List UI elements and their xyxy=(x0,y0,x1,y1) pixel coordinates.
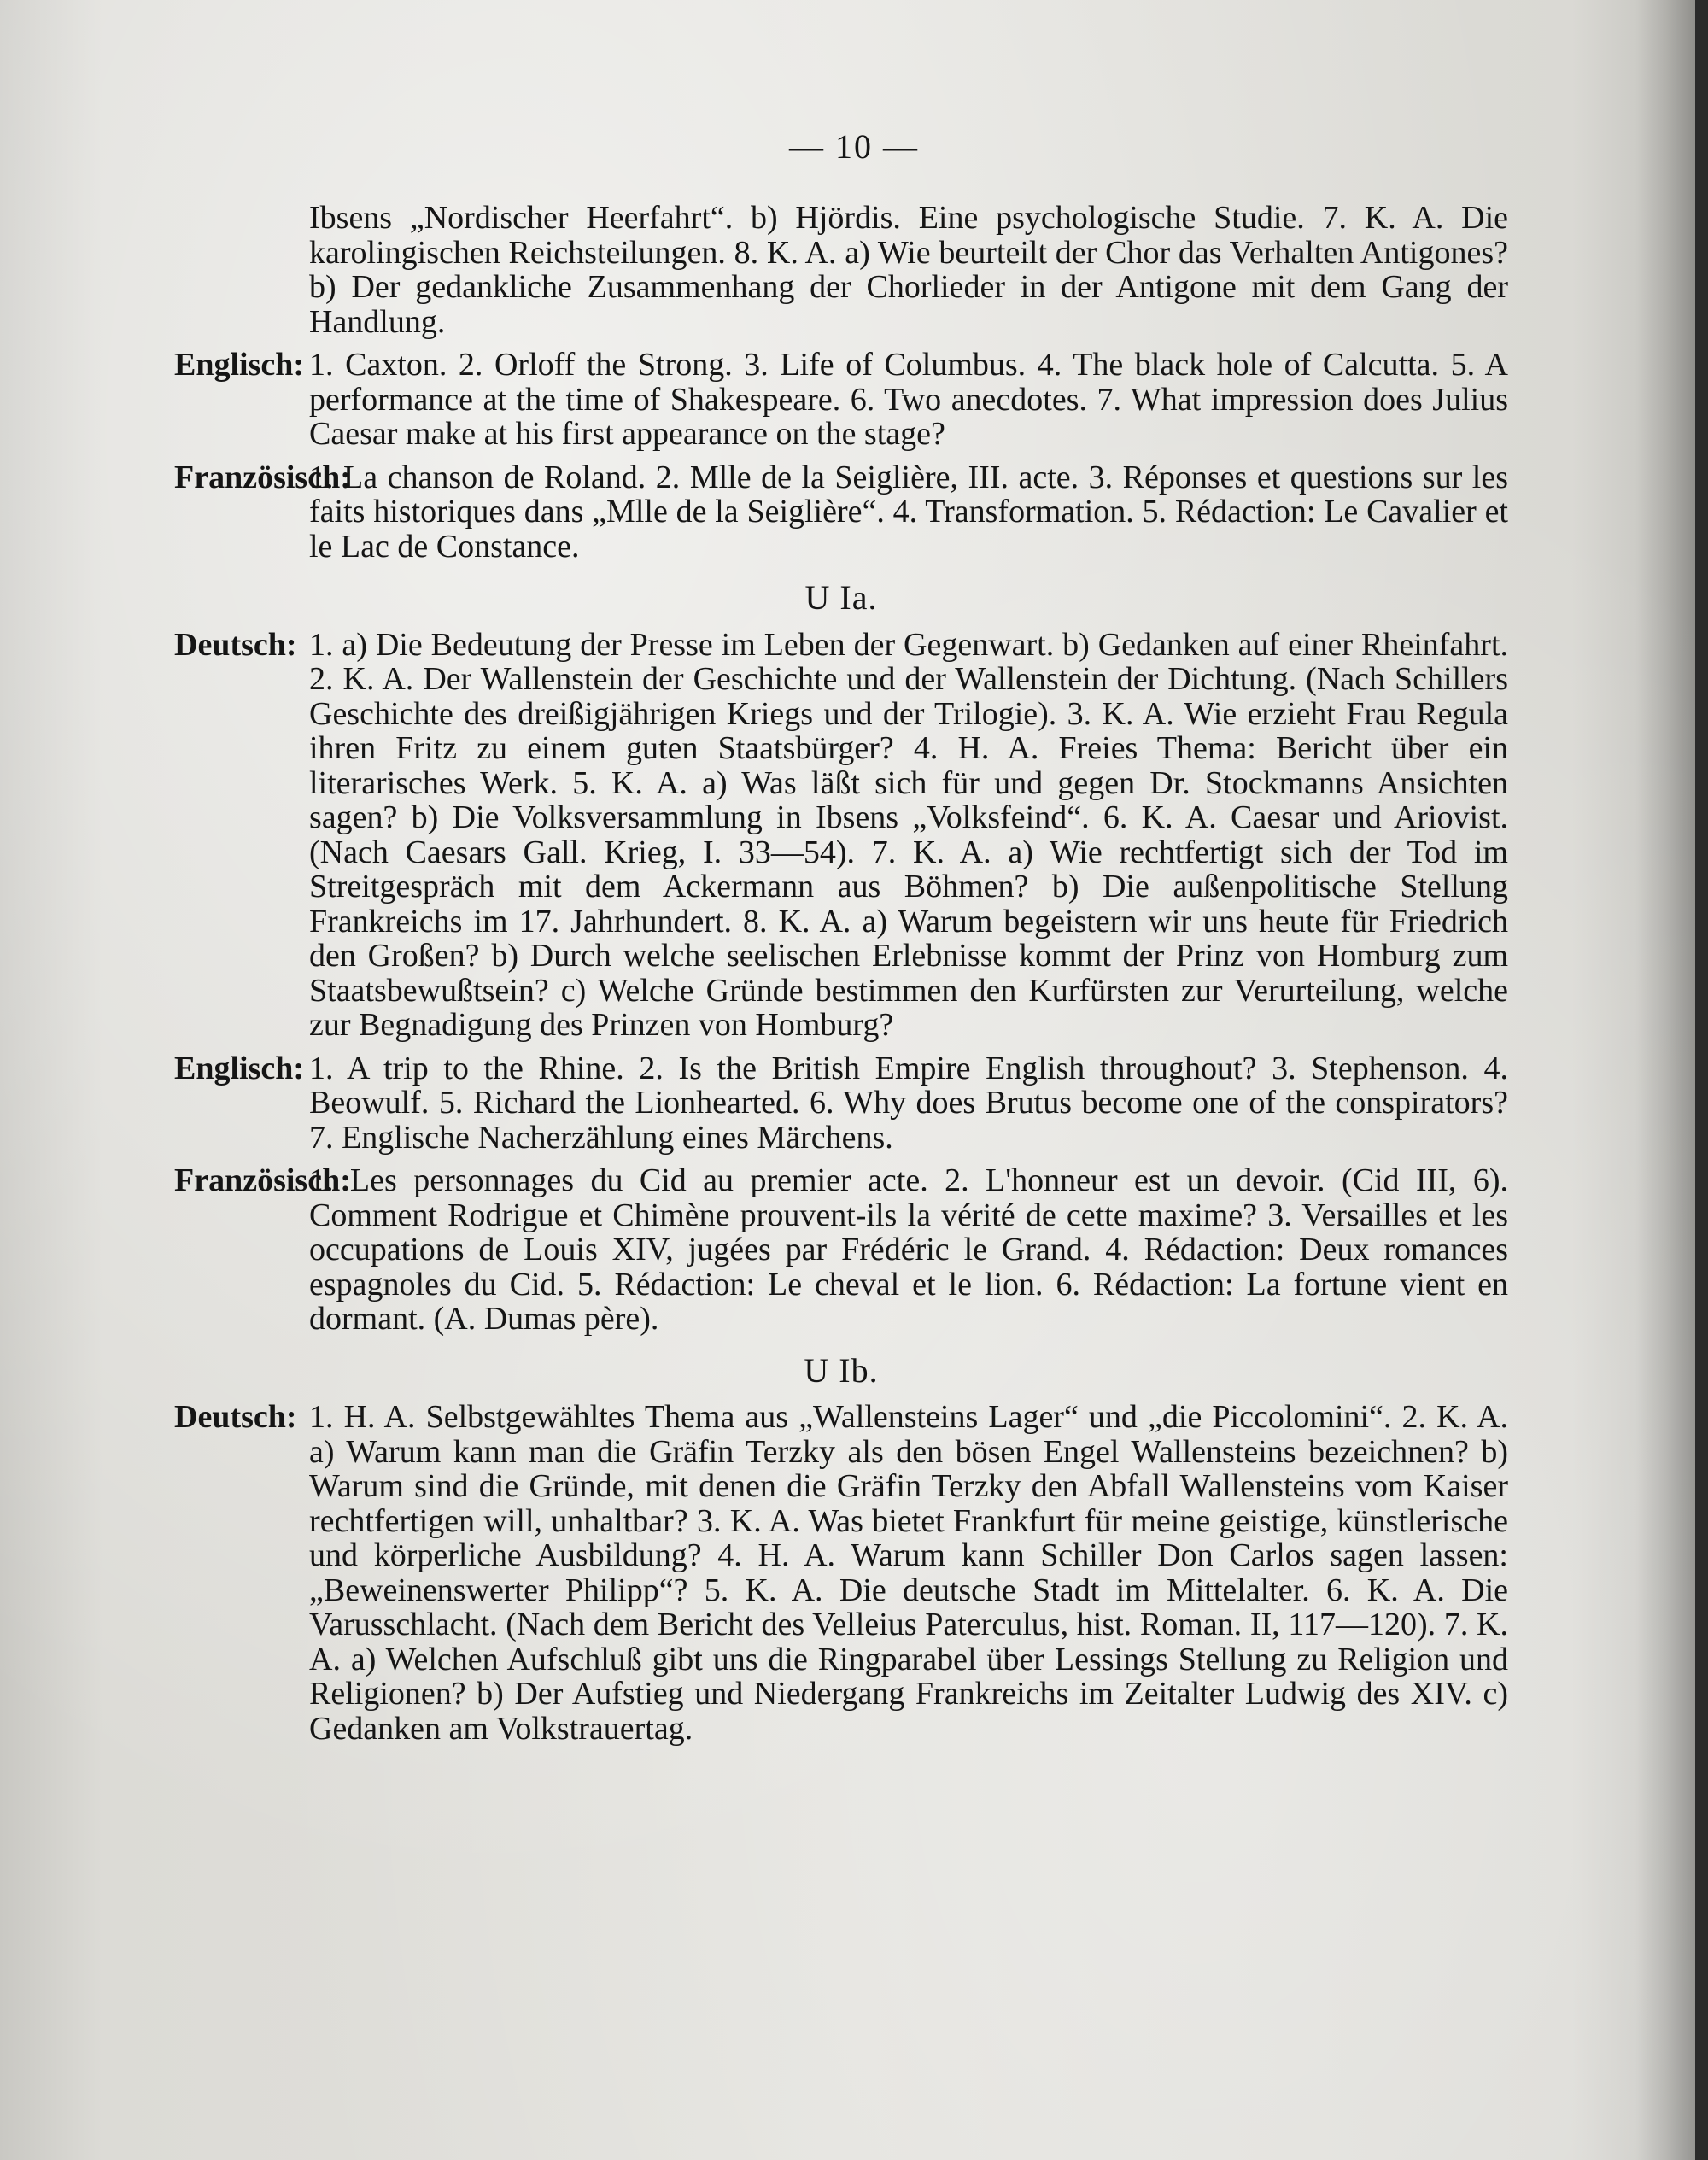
subject-label: Englisch: xyxy=(174,347,305,383)
page-number: — 10 — xyxy=(789,127,919,166)
subject-label: Deutsch: xyxy=(174,1399,297,1435)
subject-text: 1. Caxton. 2. Orloff the Strong. 3. Life of Columbus. 4. The black hole of Calcutta. 5. A performance at the time of Shakespeare. 6. Two anecdotes. 7. What impression does Julius Caesar make at his first appearance on the stage? xyxy=(309,347,1508,452)
subject-text: 1. Les personnages du Cid au premier acte. 2. L'honneur est un devoir. (Cid III, 6). Comment Rodrigue et Chimène prouvent-ils la vérité de cette maxime? 3. Versailles et les occupations de Louis XIV, jugées par Frédéric le Grand. 4. Rédaction: Deux romances espagnoles du Cid. 5. Rédaction: Le cheval et le lion. 6. Rédaction: La fortune vient en dormant. (A. Dumas père). xyxy=(309,1162,1508,1337)
class-heading-u-ib: U Ib. xyxy=(804,1350,879,1390)
subject-text: 1. a) Die Bedeutung der Presse im Leben der Gegenwart. b) Gedanken auf einer Rheinfahrt. 2. K. A. Der Wallenstein der Geschichte und der Wallenstein der Dichtung. (Nach Schillers Geschichte des dreißigjährigen Kriegs und der Trilogie). 3. K. A. Wie erzieht Frau Regula ihren Fritz zu einem guten Staatsbürger? 4. H. A. Freies Thema: Bericht über ein literarisches Werk. 5. K. A. a) Was läßt sich für und gegen Dr. Stockmanns Ansichten sagen? b) Die Volksversammlung in Ibsens „Volksfeind“. 6. K. A. Caesar und Ariovist. (Nach Caesars Gall. Krieg, I. 33—54). 7. K. A. a) Wie rechtfertigt sich der Tod im Streitgespräch mit dem Ackermann aus Böhmen? b) Die außenpolitische Stellung Frankreichs im 17. Jahrhundert. 8. K. A. a) Warum begeistern wir uns heute für Friedrich den Großen? b) Durch welche seelischen Erlebnisse kommt der Prinz von Homburg zum Staatsbewußtsein? c) Welche Gründe bestimmen den Kurfürsten zur Verurteilung, welche zur Begnadigung des Prinzen von Homburg? xyxy=(309,626,1508,1043)
subject-franzoesisch-1 xyxy=(174,460,1508,565)
subject-deutsch-3 xyxy=(174,1400,1508,1746)
subject-label: Englisch: xyxy=(174,1050,305,1086)
class-heading-u-ia: U Ia. xyxy=(804,578,878,617)
subject-label: Französisch: xyxy=(174,459,351,495)
subject-text: 1. La chanson de Roland. 2. Mlle de la Seiglière, III. acte. 3. Réponses et questions sur les faits historiques dans „Mlle de la Seiglière“. 4. Transformation. 5. Rédaction: Le Cavalier et le Lac de Constance. xyxy=(309,459,1508,565)
subject-franzoesisch-2 xyxy=(174,1163,1508,1337)
subject-deutsch-2 xyxy=(174,628,1508,1043)
continued-paragraph: Ibsens „Nordischer Heerfahrt“. b) Hjördis. Eine psychologische Studie. 7. K. A. Die karolingischen Reichsteilungen. 8. K. A. a) Wie beurteilt der Chor das Verhalten Antigones? b) Der gedankliche Zusammenhang der Chorlieder in der Antigone mit dem Gang der Handlung. xyxy=(309,200,1508,340)
subject-label: Französisch: xyxy=(174,1162,351,1198)
scan-edge xyxy=(1695,0,1708,2160)
subject-label: Deutsch: xyxy=(174,626,297,663)
document-body xyxy=(174,201,1508,1754)
subject-text: 1. A trip to the Rhine. 2. Is the British Empire English throughout? 3. Stephenson. 4. Beowulf. 5. Richard the Lionhearted. 6. Why does Brutus become one of the conspirators? 7. Englische Nacherzählung eines Märchens. xyxy=(309,1050,1508,1156)
page-fold-shadow xyxy=(1635,0,1695,2160)
subject-englisch-1 xyxy=(174,348,1508,452)
subject-text: 1. H. A. Selbstgewähltes Thema aus „Wallensteins Lager“ und „die Piccolomini“. 2. K. A. a) Warum kann man die Gräfin Terzky als den bösen Engel Wallensteins bezeichnen? b) Warum sind die Gründe, mit denen die Gräfin Terzky den Abfall Wallensteins vom Kaiser rechtfertigen will, unhaltbar? 3. K. A. Was bietet Frankfurt für meine geistige, künstlerische und körperliche Ausbildung? 4. H. A. Warum kann Schiller Don Carlos sagen lassen: „Beweinenswerter Philipp“? 5. K. A. Die deutsche Stadt im Mittelalter. 6. K. A. Die Varusschlacht. (Nach dem Bericht des Velleius Paterculus, hist. Roman. II, 117—120). 7. K. A. a) Welchen Aufschluß gibt uns die Ringparabel über Lessings Stellung zu Religion und Religionen? b) Der Aufstieg und Niedergang Frankreichs im Zeitalter Ludwig des XIV. c) Gedanken am Volkstrauertag. xyxy=(309,1399,1508,1747)
subject-englisch-2 xyxy=(174,1051,1508,1156)
